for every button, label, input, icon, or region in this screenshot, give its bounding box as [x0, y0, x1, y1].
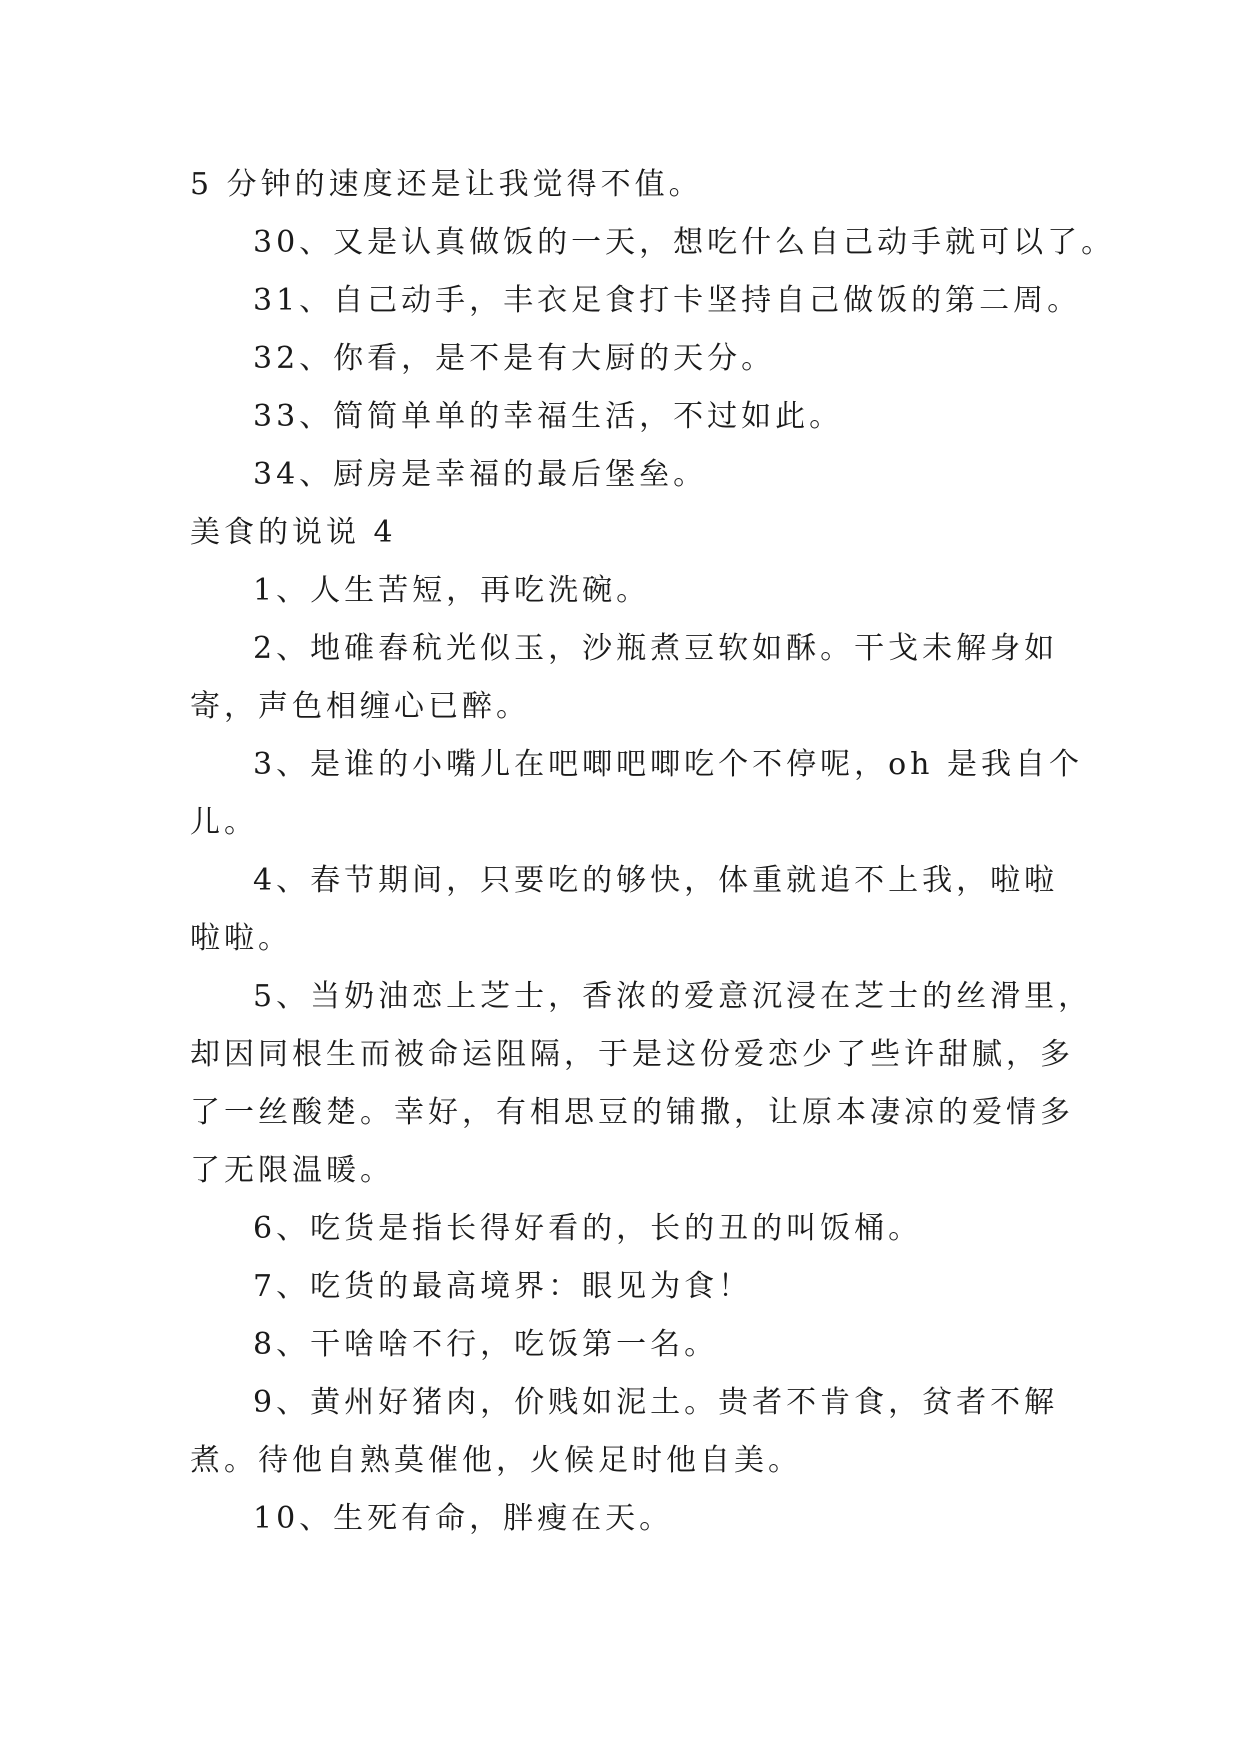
list-item: 32、你看，是不是有大厨的天分。 [253, 341, 776, 376]
section-heading: 美食的说说 4 [190, 515, 397, 550]
text-line: 5 分钟的速度还是让我觉得不值。 [190, 167, 703, 202]
list-item: 9、黄州好猪肉，价贱如泥土。贵者不肯食，贫者不解 [253, 1385, 1059, 1420]
list-item: 10、生死有命，胖瘦在天。 [253, 1501, 674, 1536]
list-item: 4、春节期间，只要吃的够快，体重就追不上我，啦啦 [253, 863, 1059, 898]
text-line: 了一丝酸楚。幸好，有相思豆的铺撒，让原本凄凉的爱情多 [190, 1095, 1074, 1130]
text-line: 煮。待他自熟莫催他，火候足时他自美。 [190, 1443, 802, 1478]
list-item: 2、地碓舂秔光似玉，沙瓶煮豆软如酥。干戈未解身如 [253, 631, 1059, 666]
text-line: 儿。 [190, 805, 258, 840]
list-item: 3、是谁的小嘴儿在吧唧吧唧吃个不停呢，oh 是我自个 [253, 747, 1084, 782]
list-item: 5、当奶油恋上芝士，香浓的爱意沉浸在芝士的丝滑里， [253, 979, 1093, 1014]
list-item: 30、又是认真做饭的一天，想吃什么自己动手就可以了。 [253, 225, 1116, 260]
list-item: 31、自己动手，丰衣足食打卡坚持自己做饭的第二周。 [253, 283, 1082, 318]
list-item: 8、干啥啥不行，吃饭第一名。 [253, 1327, 719, 1362]
text-line: 却因同根生而被命运阻隔，于是这份爱恋少了些许甜腻，多 [190, 1037, 1074, 1072]
text-line: 寄，声色相缠心已醉。 [190, 689, 530, 724]
list-item: 34、厨房是幸福的最后堡垒。 [253, 457, 708, 492]
list-item: 7、吃货的最高境界：眼见为食！ [253, 1269, 753, 1304]
text-line: 了无限温暖。 [190, 1153, 394, 1188]
list-item: 6、吃货是指长得好看的，长的丑的叫饭桶。 [253, 1211, 923, 1246]
document-body [190, 156, 1116, 1548]
list-item: 1、人生苦短，再吃洗碗。 [253, 573, 651, 608]
text-line: 啦啦。 [190, 921, 292, 956]
list-item: 33、简简单单的幸福生活，不过如此。 [253, 399, 844, 434]
